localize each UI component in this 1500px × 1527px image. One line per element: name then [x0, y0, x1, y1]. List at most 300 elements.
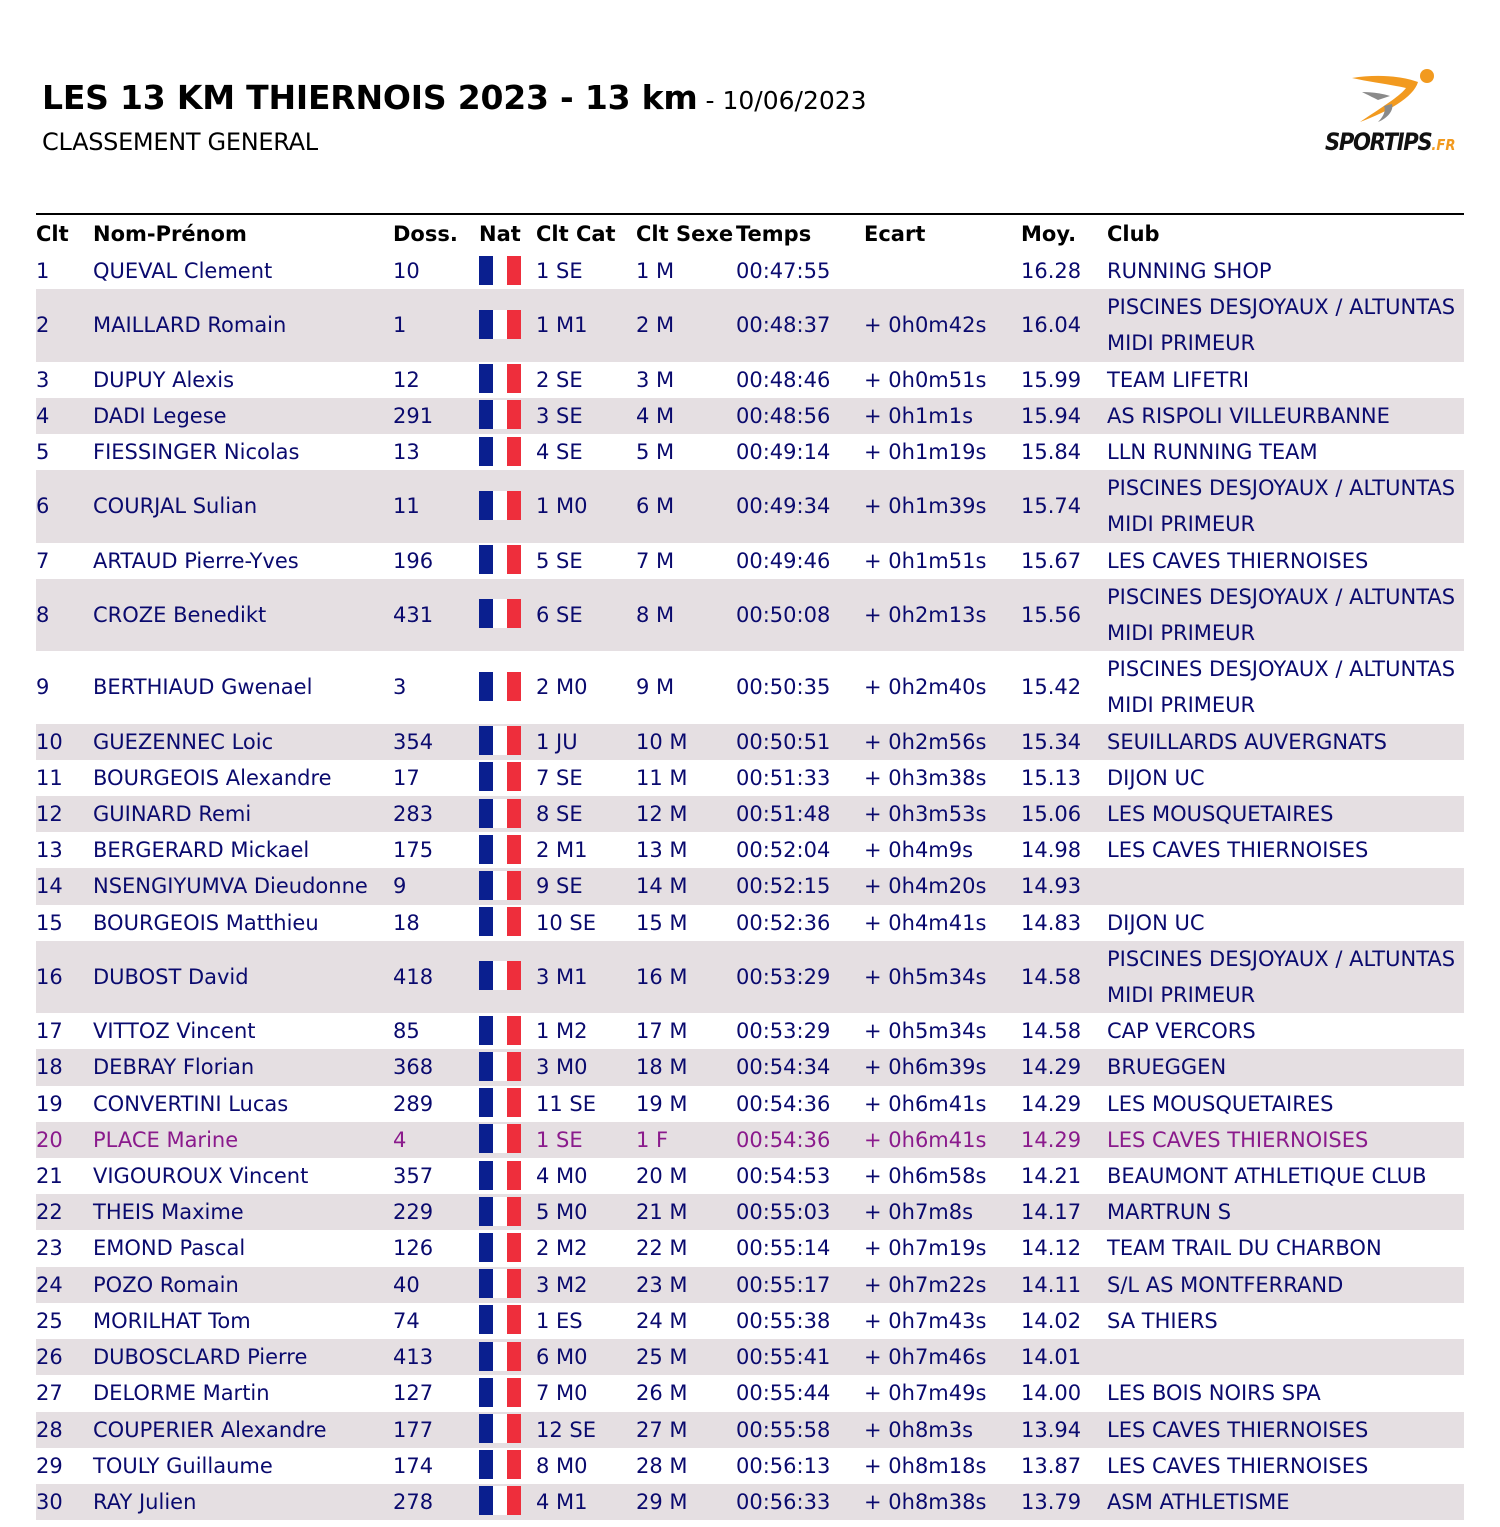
- cell-sexe: 1 M: [636, 259, 675, 283]
- cell-clt: 12: [36, 796, 93, 832]
- table-row: [36, 832, 1464, 868]
- cell-sexe: 10 M: [636, 724, 736, 760]
- title-line: [42, 78, 867, 124]
- cell-doss: 368: [393, 1049, 479, 1085]
- cell-name: BOURGEOIS Alexandre: [93, 765, 332, 790]
- cell-moy: 15.56: [1021, 579, 1107, 651]
- france-flag-icon: [479, 835, 523, 864]
- cell-sexe: 4 M: [636, 398, 736, 434]
- cell-moy: 14.29: [1021, 1049, 1107, 1085]
- france-flag-icon: [479, 672, 523, 701]
- table-row: [36, 253, 1464, 289]
- cell-temps: 00:53:29: [736, 941, 864, 1013]
- cell-name: GUEZENNEC Loic: [93, 724, 393, 760]
- cell-temps: 00:48:46: [736, 367, 831, 392]
- nationality-cell: [479, 1013, 536, 1049]
- france-flag-icon: [479, 437, 523, 466]
- cell-name: EMOND Pascal: [93, 1236, 246, 1261]
- cell-club: PISCINES DESJOYAUX / ALTUNTAS MIDI PRIMEUR: [1107, 657, 1456, 718]
- france-flag-icon: [479, 871, 523, 900]
- cell-temps: 00:55:58: [736, 1412, 864, 1448]
- cell-club: PISCINES DESJOYAUX / ALTUNTAS MIDI PRIMEUR: [1107, 941, 1464, 1013]
- france-flag-icon: [479, 1016, 523, 1045]
- nationality-cell: [479, 362, 536, 398]
- france-flag-icon: [479, 762, 523, 791]
- cell-clt: 20: [36, 1122, 93, 1158]
- cell-name: DADI Legese: [93, 398, 393, 434]
- cell-cat: 1 M1: [536, 289, 636, 361]
- cell-club: AS RISPOLI VILLEURBANNE: [1107, 398, 1464, 434]
- cell-club: PISCINES DESJOYAUX / ALTUNTAS MIDI PRIMEUR: [1107, 579, 1464, 651]
- france-flag-icon: [479, 1305, 523, 1334]
- table-row: [36, 1086, 1464, 1122]
- col-ecart: Ecart: [864, 222, 926, 246]
- cell-doss: 175: [393, 838, 434, 863]
- table-row: [36, 1267, 1464, 1303]
- france-flag-icon: [479, 799, 523, 828]
- nationality-cell: [479, 724, 536, 760]
- cell-doss: 74: [393, 1308, 420, 1333]
- cell-sexe: 23 M: [636, 1267, 736, 1303]
- cell-clt: 16: [36, 941, 93, 1013]
- table-row: [36, 1339, 1464, 1375]
- cell-temps: 00:49:14: [736, 440, 831, 465]
- cell-name: VITTOZ Vincent: [93, 1019, 256, 1044]
- cell-cat: 2 SE: [536, 367, 583, 392]
- cell-sexe: 27 M: [636, 1412, 736, 1448]
- france-flag-icon: [479, 1450, 523, 1479]
- cell-temps: 00:55:41: [736, 1339, 864, 1375]
- col-moy: Moy.: [1021, 222, 1077, 246]
- nationality-cell: [479, 1448, 536, 1484]
- nationality-cell: [479, 760, 536, 796]
- cell-sexe: 16 M: [636, 941, 736, 1013]
- france-flag-icon: [479, 1052, 523, 1081]
- cell-temps: 00:54:36: [736, 1122, 864, 1158]
- runner-icon: [1322, 66, 1462, 128]
- ranking-subtitle: CLASSEMENT GENERAL: [42, 128, 318, 156]
- france-flag-icon: [479, 1124, 523, 1153]
- cell-moy: 15.06: [1021, 796, 1107, 832]
- cell-moy: 14.29: [1021, 1091, 1082, 1116]
- nationality-cell: [479, 1086, 536, 1122]
- cell-ecart: + 0h5m34s: [864, 941, 1021, 1013]
- cell-doss: 13: [393, 440, 420, 465]
- cell-clt: 10: [36, 724, 93, 760]
- cell-ecart: + 0h7m43s: [864, 1308, 987, 1333]
- cell-clt: 6: [36, 470, 93, 542]
- cell-club: CAP VERCORS: [1107, 1019, 1256, 1044]
- cell-club: LES MOUSQUETAIRES: [1107, 1091, 1334, 1116]
- results-table: [36, 213, 1464, 1520]
- race-date: - 10/06/2023: [697, 86, 867, 115]
- nationality-cell: [479, 543, 536, 579]
- cell-clt: 17: [36, 1019, 63, 1044]
- cell-moy: 14.01: [1021, 1339, 1107, 1375]
- table-row: [36, 1448, 1464, 1484]
- france-flag-icon: [479, 1342, 523, 1371]
- cell-temps: 00:55:17: [736, 1267, 864, 1303]
- cell-name: BERGERARD Mickael: [93, 838, 310, 863]
- table-row: [36, 868, 1464, 904]
- cell-moy: 14.58: [1021, 941, 1107, 1013]
- cell-doss: 12: [393, 367, 420, 392]
- cell-club: LES BOIS NOIRS SPA: [1107, 1381, 1321, 1406]
- cell-clt: 9: [36, 675, 50, 700]
- table-row: [36, 434, 1464, 470]
- cell-clt: 4: [36, 398, 93, 434]
- nationality-cell: [479, 1049, 536, 1085]
- table-header-row: [36, 214, 1464, 253]
- cell-clt: 24: [36, 1267, 93, 1303]
- cell-clt: 27: [36, 1381, 63, 1406]
- table-row: [36, 1303, 1464, 1339]
- cell-club: BRUEGGEN: [1107, 1049, 1464, 1085]
- cell-cat: 3 M1: [536, 941, 636, 1013]
- cell-doss: 289: [393, 1091, 434, 1116]
- cell-doss: 174: [393, 1453, 434, 1478]
- cell-club: LES CAVES THIERNOISES: [1107, 548, 1369, 573]
- cell-clt: 28: [36, 1412, 93, 1448]
- nationality-cell: [479, 1122, 536, 1158]
- cell-sexe: 13 M: [636, 838, 688, 863]
- table-row: [36, 796, 1464, 832]
- cell-cat: 12 SE: [536, 1412, 636, 1448]
- col-club: Club: [1107, 222, 1160, 246]
- col-nat: Nat: [479, 222, 521, 246]
- cell-temps: 00:53:29: [736, 1019, 831, 1044]
- cell-ecart: + 0h3m53s: [864, 796, 1021, 832]
- cell-moy: 15.94: [1021, 398, 1107, 434]
- cell-ecart: + 0h1m1s: [864, 398, 1021, 434]
- cell-ecart: + 0h0m42s: [864, 289, 1021, 361]
- cell-ecart: + 0h6m58s: [864, 1164, 987, 1189]
- cell-club: TEAM TRAIL DU CHARBON: [1107, 1236, 1382, 1261]
- table-row: [36, 1158, 1464, 1194]
- cell-name: NSENGIYUMVA Dieudonne: [93, 868, 393, 904]
- cell-sexe: 26 M: [636, 1381, 688, 1406]
- cell-name: DUBOSCLARD Pierre: [93, 1339, 393, 1375]
- cell-clt: 15: [36, 910, 63, 935]
- cell-doss: 177: [393, 1412, 479, 1448]
- cell-sexe: 6 M: [636, 470, 736, 542]
- cell-moy: 14.11: [1021, 1267, 1107, 1303]
- france-flag-icon: [479, 1414, 523, 1443]
- cell-moy: 15.84: [1021, 440, 1082, 465]
- table-row: [36, 398, 1464, 434]
- table-row: [36, 724, 1464, 760]
- cell-cat: 2 M0: [536, 675, 588, 700]
- cell-clt: 21: [36, 1164, 63, 1189]
- nationality-cell: [479, 868, 536, 904]
- table-row: [36, 1013, 1464, 1049]
- cell-temps: 00:49:34: [736, 470, 864, 542]
- cell-club: LES CAVES THIERNOISES: [1107, 838, 1369, 863]
- france-flag-icon: [479, 256, 523, 285]
- cell-moy: 14.21: [1021, 1164, 1082, 1189]
- cell-cat: 8 SE: [536, 796, 636, 832]
- france-flag-icon: [479, 907, 523, 936]
- france-flag-icon: [479, 1378, 523, 1407]
- cell-moy: 16.28: [1021, 259, 1082, 283]
- cell-sexe: 25 M: [636, 1339, 736, 1375]
- table-row: [36, 1484, 1464, 1520]
- table-row: [36, 362, 1464, 398]
- cell-moy: 14.02: [1021, 1308, 1082, 1333]
- cell-ecart: + 0h1m51s: [864, 548, 987, 573]
- cell-cat: 1 SE: [536, 1122, 636, 1158]
- france-flag-icon: [479, 1088, 523, 1117]
- cell-clt: 29: [36, 1453, 63, 1478]
- france-flag-icon: [479, 364, 523, 393]
- cell-clt: 25: [36, 1308, 63, 1333]
- cell-moy: 15.42: [1021, 675, 1082, 700]
- logo-brand: SPORTIPS: [1325, 128, 1432, 156]
- cell-name: MAILLARD Romain: [93, 289, 393, 361]
- nationality-cell: [479, 1267, 536, 1303]
- france-flag-icon: [479, 1269, 523, 1298]
- cell-ecart: + 0h1m19s: [864, 440, 987, 465]
- table-row: [36, 1194, 1464, 1230]
- cell-temps: 00:51:33: [736, 765, 831, 790]
- nationality-cell: [479, 1484, 536, 1520]
- cell-doss: 196: [393, 548, 434, 573]
- cell-cat: 6 M0: [536, 1339, 636, 1375]
- cell-sexe: 2 M: [636, 289, 736, 361]
- nationality-cell: [479, 796, 536, 832]
- cell-doss: 4: [393, 1122, 479, 1158]
- cell-name: PLACE Marine: [93, 1122, 393, 1158]
- france-flag-icon: [479, 400, 523, 429]
- cell-doss: 278: [393, 1484, 479, 1520]
- nationality-cell: [479, 1230, 536, 1266]
- cell-name: GUINARD Remi: [93, 796, 393, 832]
- cell-ecart: + 0h7m8s: [864, 1194, 1021, 1230]
- france-flag-icon: [479, 545, 523, 574]
- cell-clt: 8: [36, 579, 93, 651]
- cell-name: RAY Julien: [93, 1484, 393, 1520]
- cell-clt: 22: [36, 1194, 93, 1230]
- cell-name: BOURGEOIS Matthieu: [93, 910, 319, 935]
- cell-name: CROZE Benedikt: [93, 579, 393, 651]
- cell-club: LLN RUNNING TEAM: [1107, 440, 1318, 465]
- cell-cat: 1 JU: [536, 724, 636, 760]
- cell-club: SA THIERS: [1107, 1308, 1218, 1333]
- cell-sexe: 9 M: [636, 675, 675, 700]
- cell-club: [1107, 1339, 1464, 1375]
- france-flag-icon: [479, 491, 523, 520]
- france-flag-icon: [479, 961, 523, 990]
- table-row: [36, 760, 1464, 796]
- cell-name: TOULY Guillaume: [93, 1453, 273, 1478]
- cell-cat: 11 SE: [536, 1091, 596, 1116]
- cell-club: DIJON UC: [1107, 910, 1205, 935]
- france-flag-icon: [479, 1486, 523, 1515]
- cell-sexe: 12 M: [636, 796, 736, 832]
- cell-moy: 14.58: [1021, 1019, 1082, 1044]
- cell-temps: 00:55:14: [736, 1236, 831, 1261]
- table-row: [36, 1122, 1464, 1158]
- cell-clt: 1: [36, 259, 50, 283]
- cell-sexe: 14 M: [636, 868, 736, 904]
- cell-name: THEIS Maxime: [93, 1194, 393, 1230]
- cell-ecart: + 0h8m18s: [864, 1453, 987, 1478]
- cell-sexe: 19 M: [636, 1091, 688, 1116]
- cell-ecart: + 0h7m49s: [864, 1381, 987, 1406]
- cell-ecart: + 0h4m9s: [864, 838, 974, 863]
- cell-temps: 00:50:08: [736, 579, 864, 651]
- cell-doss: 127: [393, 1381, 434, 1406]
- page-header: [42, 78, 867, 160]
- cell-club: TEAM LIFETRI: [1107, 367, 1250, 392]
- cell-ecart: + 0h6m41s: [864, 1091, 987, 1116]
- cell-cat: 3 SE: [536, 398, 636, 434]
- cell-sexe: 15 M: [636, 910, 688, 935]
- cell-moy: 14.93: [1021, 868, 1107, 904]
- race-title: LES 13 KM THIERNOIS 2023 - 13 km: [42, 78, 698, 117]
- nationality-cell: [479, 1375, 536, 1411]
- cell-club: ASM ATHLETISME: [1107, 1484, 1464, 1520]
- cell-moy: 16.04: [1021, 289, 1107, 361]
- nationality-cell: [479, 1412, 536, 1448]
- cell-moy: 14.29: [1021, 1122, 1107, 1158]
- cell-temps: 00:54:53: [736, 1164, 831, 1189]
- col-name: Nom-Prénom: [93, 222, 247, 246]
- cell-ecart: [864, 253, 1021, 289]
- cell-cat: 1 M0: [536, 470, 636, 542]
- cell-clt: 30: [36, 1484, 93, 1520]
- france-flag-icon: [479, 726, 523, 755]
- nationality-cell: [479, 1339, 536, 1375]
- cell-sexe: 18 M: [636, 1049, 736, 1085]
- cell-club: LES CAVES THIERNOISES: [1107, 1412, 1464, 1448]
- cell-ecart: + 0h2m56s: [864, 724, 1021, 760]
- cell-doss: 10: [393, 259, 420, 283]
- cell-cat: 5 M0: [536, 1194, 636, 1230]
- cell-doss: 9: [393, 868, 479, 904]
- cell-cat: 2 M2: [536, 1236, 588, 1261]
- cell-cat: 1 ES: [536, 1308, 583, 1333]
- cell-cat: 4 M1: [536, 1484, 636, 1520]
- nationality-cell: [479, 1194, 536, 1230]
- col-doss: Doss.: [393, 222, 458, 246]
- cell-moy: 13.87: [1021, 1453, 1082, 1478]
- cell-moy: 13.79: [1021, 1484, 1107, 1520]
- cell-temps: 00:47:55: [736, 259, 831, 283]
- cell-sexe: 3 M: [636, 367, 675, 392]
- france-flag-icon: [479, 310, 523, 339]
- cell-name: ARTAUD Pierre-Yves: [93, 548, 299, 573]
- cell-cat: 4 SE: [536, 440, 583, 465]
- cell-temps: 00:55:38: [736, 1308, 831, 1333]
- cell-doss: 85: [393, 1019, 420, 1044]
- cell-ecart: + 0h8m3s: [864, 1412, 1021, 1448]
- cell-ecart: + 0h5m34s: [864, 1019, 987, 1044]
- cell-temps: 00:51:48: [736, 796, 864, 832]
- cell-name: DUBOST David: [93, 941, 393, 1013]
- col-temps: Temps: [736, 222, 812, 246]
- cell-club: MARTRUN S: [1107, 1194, 1464, 1230]
- table-row: [36, 1049, 1464, 1085]
- table-row: [36, 941, 1464, 1013]
- cell-moy: 14.98: [1021, 838, 1082, 863]
- cell-doss: 1: [393, 289, 479, 361]
- cell-doss: 431: [393, 579, 479, 651]
- cell-ecart: + 0h4m41s: [864, 910, 987, 935]
- cell-clt: 11: [36, 765, 63, 790]
- nationality-cell: [479, 832, 536, 868]
- nationality-cell: [479, 253, 536, 289]
- cell-club: PISCINES DESJOYAUX / ALTUNTAS MIDI PRIMEUR: [1107, 289, 1464, 361]
- cell-sexe: 22 M: [636, 1236, 688, 1261]
- cell-clt: 13: [36, 838, 63, 863]
- cell-ecart: + 0h0m51s: [864, 367, 987, 392]
- cell-sexe: 8 M: [636, 579, 736, 651]
- cell-temps: 00:48:56: [736, 398, 864, 434]
- cell-name: FIESSINGER Nicolas: [93, 440, 300, 465]
- france-flag-icon: [479, 1161, 523, 1190]
- cell-moy: 14.83: [1021, 910, 1082, 935]
- cell-ecart: + 0h3m38s: [864, 765, 987, 790]
- cell-name: CONVERTINI Lucas: [93, 1091, 289, 1116]
- cell-moy: 14.00: [1021, 1381, 1082, 1406]
- cell-temps: 00:52:15: [736, 868, 864, 904]
- cell-ecart: + 0h8m38s: [864, 1484, 1021, 1520]
- cell-sexe: 1 F: [636, 1122, 736, 1158]
- table-row: [36, 1412, 1464, 1448]
- cell-club: RUNNING SHOP: [1107, 259, 1272, 283]
- cell-temps: 00:52:04: [736, 838, 831, 863]
- table-row: [36, 543, 1464, 579]
- cell-ecart: + 0h2m13s: [864, 579, 1021, 651]
- cell-cat: 6 SE: [536, 579, 636, 651]
- cell-club: S/L AS MONTFERRAND: [1107, 1267, 1464, 1303]
- cell-cat: 3 M0: [536, 1049, 636, 1085]
- cell-doss: 18: [393, 910, 420, 935]
- cell-sexe: 21 M: [636, 1194, 736, 1230]
- cell-temps: 00:49:46: [736, 548, 831, 573]
- cell-club: LES CAVES THIERNOISES: [1107, 1122, 1464, 1158]
- cell-cat: 3 M2: [536, 1267, 636, 1303]
- results-body: [36, 253, 1464, 1520]
- nationality-cell: [479, 289, 536, 361]
- cell-ecart: + 0h7m46s: [864, 1339, 1021, 1375]
- nationality-cell: [479, 941, 536, 1013]
- cell-name: DELORME Martin: [93, 1381, 270, 1406]
- cell-club: BEAUMONT ATHLETIQUE CLUB: [1107, 1164, 1427, 1189]
- nationality-cell: [479, 905, 536, 941]
- table-row: [36, 905, 1464, 941]
- cell-ecart: + 0h6m41s: [864, 1122, 1021, 1158]
- cell-temps: 00:56:13: [736, 1453, 831, 1478]
- cell-sexe: 17 M: [636, 1019, 688, 1044]
- cell-clt: 18: [36, 1049, 93, 1085]
- cell-cat: 1 M2: [536, 1019, 588, 1044]
- cell-clt: 3: [36, 367, 50, 392]
- cell-moy: 15.13: [1021, 765, 1082, 790]
- nationality-cell: [479, 579, 536, 651]
- cell-doss: 126: [393, 1236, 434, 1261]
- cell-name: DEBRAY Florian: [93, 1049, 393, 1085]
- cell-moy: 15.74: [1021, 470, 1107, 542]
- cell-doss: 3: [393, 675, 407, 700]
- france-flag-icon: [479, 599, 523, 628]
- nationality-cell: [479, 434, 536, 470]
- cell-temps: 00:50:51: [736, 724, 864, 760]
- cell-clt: 7: [36, 548, 50, 573]
- cell-club: [1107, 868, 1464, 904]
- cell-ecart: + 0h7m22s: [864, 1267, 1021, 1303]
